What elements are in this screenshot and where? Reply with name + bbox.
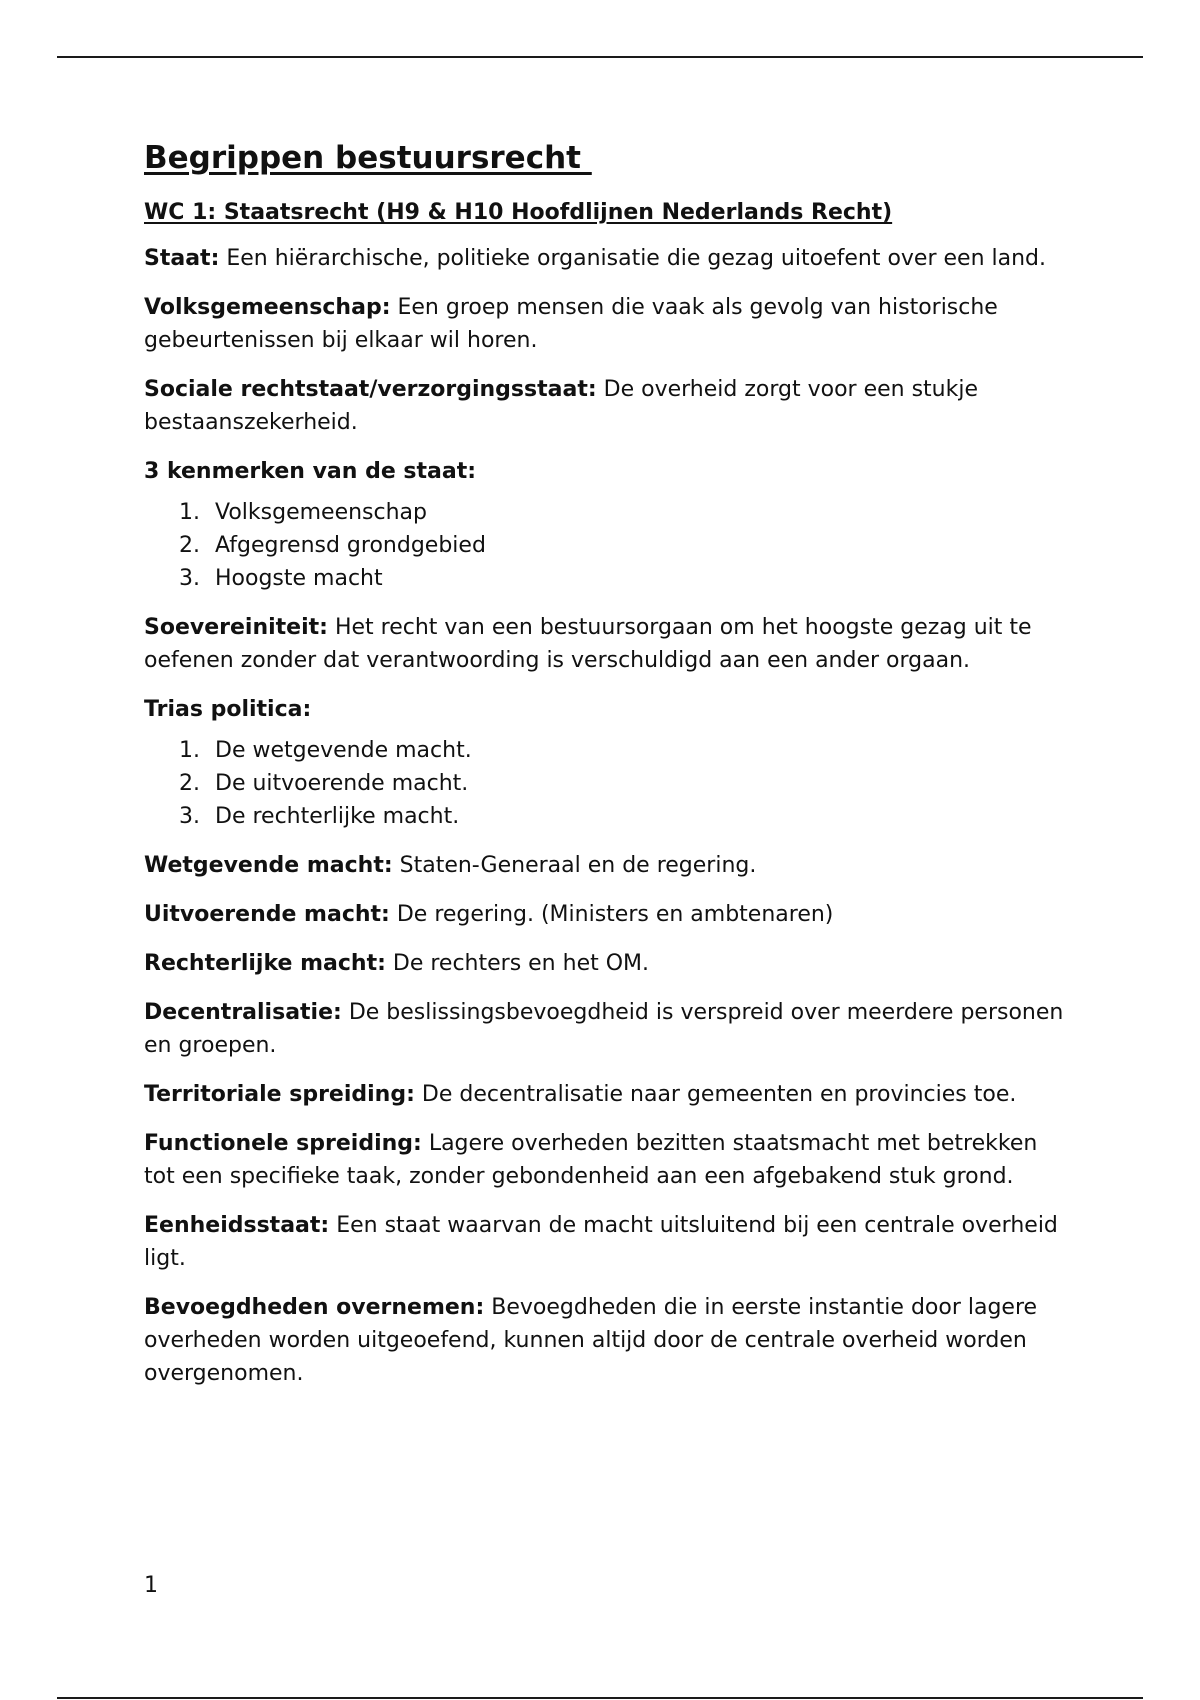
definition-term: Soevereiniteit: — [144, 615, 328, 641]
definition-text: Een staat waarvan de macht uitsluitend bij een centrale overheid ligt. — [144, 1213, 1058, 1272]
definition-term: Bevoegdheden overnemen: — [144, 1295, 485, 1321]
definition-text: De beslissingsbevoegdheid is verspreid over meerdere personen en groepen. — [144, 1000, 1064, 1059]
definition-eenheidsstaat — [144, 1209, 1074, 1275]
list-heading: Trias politica: — [144, 697, 312, 723]
definition-staat — [144, 242, 1074, 275]
definition-term: Sociale rechtstaat/verzorgingsstaat: — [144, 377, 597, 403]
definition-term: Decentralisatie: — [144, 1000, 342, 1026]
definition-text: Het recht van een bestuursorgaan om het hoogste gezag uit te oefenen zonder dat verantwoording is verschuldigd aan een ander orgaan. — [144, 615, 1032, 674]
definition-functionele-spreiding — [144, 1127, 1074, 1193]
definition-soevereiniteit — [144, 611, 1074, 677]
trias-heading — [144, 693, 1074, 726]
list-text: Afgegrensd grondgebied — [215, 533, 486, 559]
list-number: 3. — [179, 566, 200, 592]
list-number: 1. — [179, 738, 200, 764]
page-number: 1 — [144, 1573, 158, 1598]
definition-volksgemeenschap — [144, 291, 1074, 357]
kenmerken-heading — [144, 455, 1074, 488]
list-number: 3. — [179, 804, 200, 830]
definition-text: Een hiërarchische, politieke organisatie die gezag uitoefent over een land. — [219, 246, 1046, 272]
kenmerken-list — [144, 496, 1074, 595]
list-text: De wetgevende macht. — [215, 738, 472, 764]
definition-text: De decentralisatie naar gemeenten en provincies toe. — [414, 1082, 1017, 1108]
list-item — [144, 800, 1074, 833]
list-text: De rechterlijke macht. — [215, 804, 460, 830]
list-number: 1. — [179, 500, 200, 526]
list-item — [144, 734, 1074, 767]
list-text: Volksgemeenschap — [215, 500, 428, 526]
section-heading: WC 1: Staatsrecht (H9 & H10 Hoofdlijnen Nederlands Recht) — [144, 200, 893, 226]
definition-text: Lagere overheden bezitten staatsmacht met betrekken tot een specifieke taak, zonder gebondenheid aan een afgebakend stuk grond. — [144, 1131, 1038, 1190]
definition-text: De regering. (Ministers en ambtenaren) — [389, 902, 834, 928]
footer-rule — [57, 1697, 1143, 1699]
definition-text: De rechters en het OM. — [385, 951, 650, 977]
list-text: De uitvoerende macht. — [215, 771, 469, 797]
definition-text: De overheid zorgt voor een stukje bestaanszekerheid. — [144, 377, 978, 436]
list-number: 2. — [179, 771, 200, 797]
definition-text: Bevoegdheden die in eerste instantie door lagere overheden worden uitgeoefend, kunnen altijd door de centrale overheid worden overgenomen. — [144, 1295, 1038, 1387]
definition-bevoegdheden-overnemen — [144, 1291, 1074, 1390]
definition-territoriale-spreiding — [144, 1078, 1074, 1111]
document-body — [144, 140, 1074, 1406]
list-item — [144, 496, 1074, 529]
list-heading: 3 kenmerken van de staat: — [144, 459, 477, 485]
list-item — [144, 767, 1074, 800]
list-number: 2. — [179, 533, 200, 559]
trias-list — [144, 734, 1074, 833]
definition-term: Functionele spreiding: — [144, 1131, 422, 1157]
definition-term: Volksgemeenschap: — [144, 295, 391, 321]
definition-rechterlijke-macht — [144, 947, 1074, 980]
definition-term: Eenheidsstaat: — [144, 1213, 330, 1239]
list-item — [144, 529, 1074, 562]
definition-text: Een groep mensen die vaak als gevolg van historische gebeurtenissen bij elkaar wil horen. — [144, 295, 998, 354]
definition-wetgevende-macht — [144, 849, 1074, 882]
definition-term: Rechterlijke macht: — [144, 951, 386, 977]
definition-term: Staat: — [144, 246, 220, 272]
definition-text: Staten-Generaal en de regering. — [392, 853, 757, 879]
header-rule — [57, 56, 1143, 58]
definition-decentralisatie — [144, 996, 1074, 1062]
list-text: Hoogste macht — [215, 566, 383, 592]
definition-term: Uitvoerende macht: — [144, 902, 390, 928]
definition-term: Wetgevende macht: — [144, 853, 393, 879]
definition-sociale-rechtstaat — [144, 373, 1074, 439]
definition-term: Territoriale spreiding: — [144, 1082, 415, 1108]
definition-uitvoerende-macht — [144, 898, 1074, 931]
document-title: Begrippen bestuursrecht — [144, 140, 592, 176]
list-item — [144, 562, 1074, 595]
